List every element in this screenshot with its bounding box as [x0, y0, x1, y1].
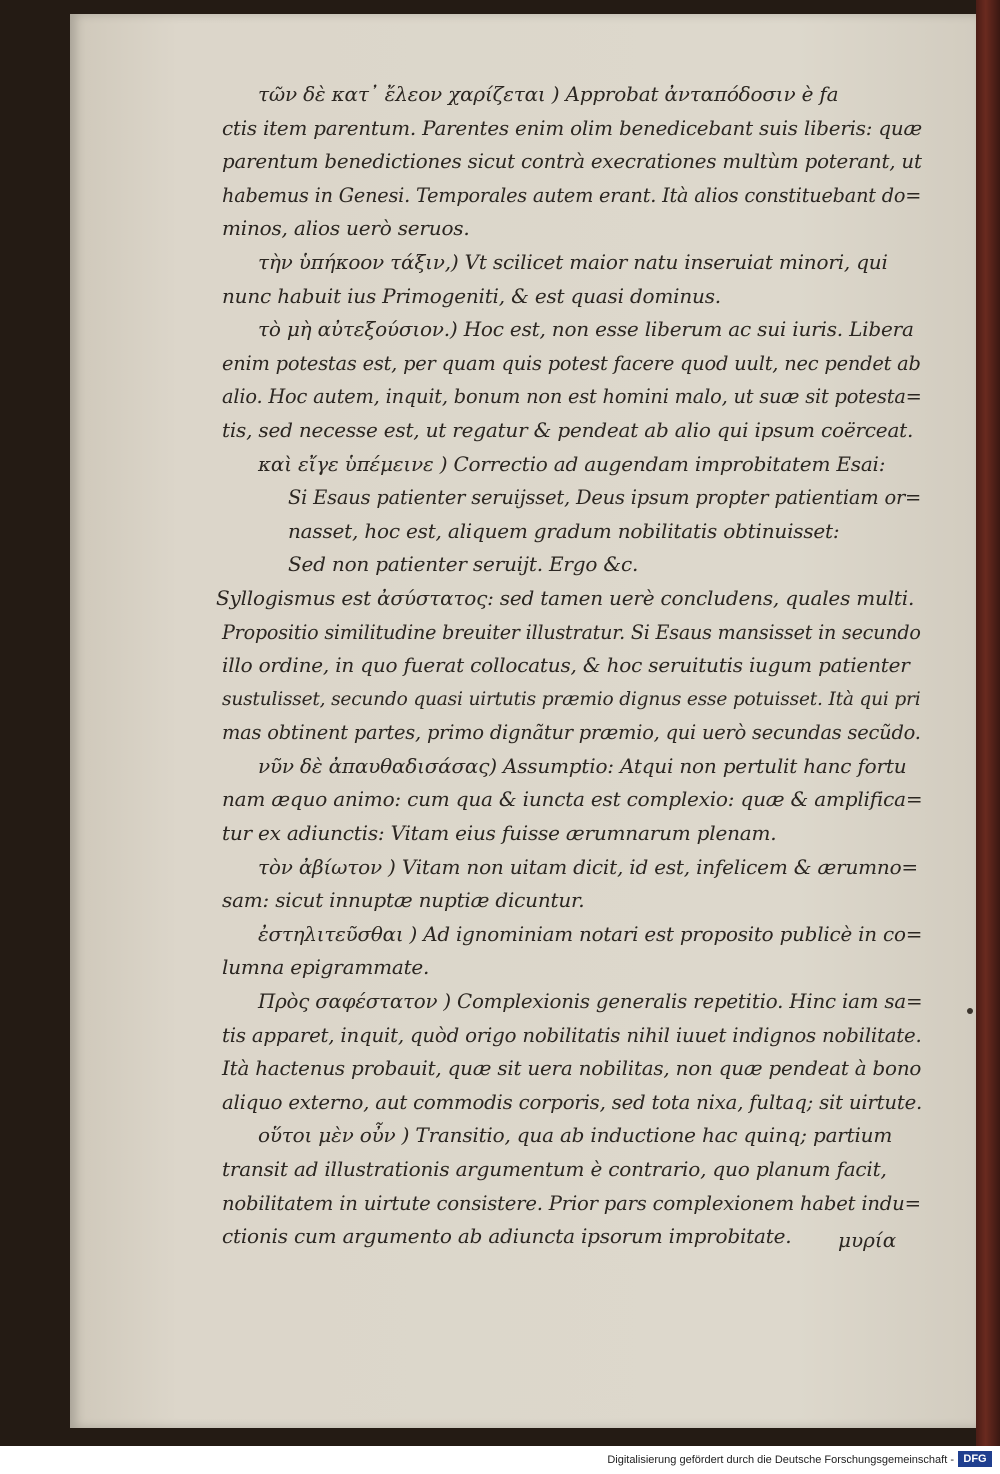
text-line: τῶν δὲ κατ᾿ ἔλεον χαρίζεται ) Approbat ἀνταπόδοσιν è fa: [258, 82, 839, 106]
text-line: tis, sed necesse est, ut regatur & pendeat ab alio qui ipsum coërceat.: [222, 417, 914, 442]
footer-bar: [0, 1446, 1000, 1474]
text-line: ctis item parentum. Parentes enim olim benedicebant suis liberis: quæ: [222, 116, 922, 140]
text-line: τὴν ὑπήκοον τάξιν,) Vt scilicet maior natu inseruiat minori, qui: [258, 249, 888, 274]
text-line: transit ad illustrationis argumentum è contrario, quo planum facit,: [222, 1157, 887, 1181]
text-line: Syllogismus est ἀσύστατος: sed tamen uerè concludens, quales multi.: [216, 585, 915, 610]
text-line: alio. Hoc autem, inquit, bonum non est homini malo, ut suæ sit potesta=: [222, 385, 922, 409]
text-line: nunc habuit ius Primogeniti, & est quasi dominus.: [222, 283, 721, 308]
dfg-logo[interactable]: DFG: [958, 1451, 992, 1467]
text-line: nasset, hoc est, aliquem gradum nobilitatis obtinuisset:: [288, 518, 840, 543]
text-line: οὕτοι μὲν οὖν ) Transitio, qua ab inductione hac quinq; partium: [258, 1123, 893, 1148]
text-line: sustulisset, secundo quasi uirtutis præmio dignus esse potuisset. Ità qui pri: [222, 688, 921, 710]
text-line: illo ordine, in quo fuerat collocatus, & hoc seruitutis iugum patienter: [222, 653, 910, 678]
text-line: nobilitatem in uirtute consistere. Prior pars complexionem habet indu=: [222, 1191, 921, 1215]
text-line: Ità hactenus probauit, quæ sit uera nobilitas, non quæ pendeat à bono: [222, 1057, 922, 1081]
text-line: ἐστηλιτεῦσθαι ) Ad ignominiam notari est proposito publicè in co=: [258, 922, 923, 946]
text-line: habemus in Genesi. Temporales autem erant. Ità alios constituebant do=: [222, 183, 922, 207]
text-line: νῦν δὲ ἀπαυθαδισάσας) Assumptio: Atqui non pertulit hanc fortu: [258, 753, 907, 778]
text-line: nam æquo animo: cum qua & iuncta est complexio: quæ & amplifica=: [222, 787, 923, 812]
text-line: mas obtinent partes, primo dignãtur præmio, qui uerò secundas secũdo.: [222, 721, 921, 745]
book-edge: [976, 0, 1000, 1446]
text-line: Sed non patienter seruijt. Ergo &c.: [288, 552, 639, 577]
catchword: μυρία: [838, 1228, 897, 1252]
text-line: tis apparet, inquit, quòd origo nobilitatis nihil iuuet indignos nobilitate.: [222, 1023, 922, 1047]
page-text: [216, 78, 923, 1254]
text-line: aliquo externo, aut commodis corporis, sed tota nixa, fultaq; sit uirtute.: [222, 1090, 923, 1114]
text-line: ctionis cum argumento ab adiuncta ipsorum improbitate.: [222, 1224, 792, 1249]
text-line: τὸ μὴ αὐτεξούσιον.) Hoc est, non esse liberum ac sui iuris. Libera: [258, 317, 914, 342]
text-line: καὶ εἴγε ὑπέμεινε ) Correctio ad augendam improbitatem Esai:: [258, 451, 886, 476]
text-line: parentum benedictiones sicut contrà execrationes multùm poterant, ut: [222, 150, 922, 174]
ink-spot: [967, 1008, 973, 1014]
text-line: lumna epigrammate.: [222, 955, 430, 980]
text-line: Πρὸς σαφέστατον ) Complexionis generalis repetitio. Hinc iam sa=: [258, 990, 923, 1014]
funding-credit: Digitalisierung gefördert durch die Deutsche Forschungsgemeinschaft -: [607, 1454, 954, 1466]
text-line: τὸν ἀβίωτον ) Vitam non uitam dicit, id est, infelicem & ærumno=: [258, 854, 918, 879]
text-line: Propositio similitudine breuiter illustratur. Si Esaus mansisset in secundo: [222, 620, 921, 644]
text-line: minos, alios uerò seruos.: [222, 216, 470, 241]
text-line: Si Esaus patienter seruijsset, Deus ipsum propter patientiam or=: [288, 486, 922, 510]
text-line: tur ex adiunctis: Vitam eius fuisse ærumnarum plenam.: [222, 821, 777, 846]
text-line: sam: sicut innuptæ nuptiæ dicuntur.: [222, 888, 585, 913]
text-line: enim potestas est, per quam quis potest facere quod uult, nec pendet ab: [222, 351, 921, 375]
